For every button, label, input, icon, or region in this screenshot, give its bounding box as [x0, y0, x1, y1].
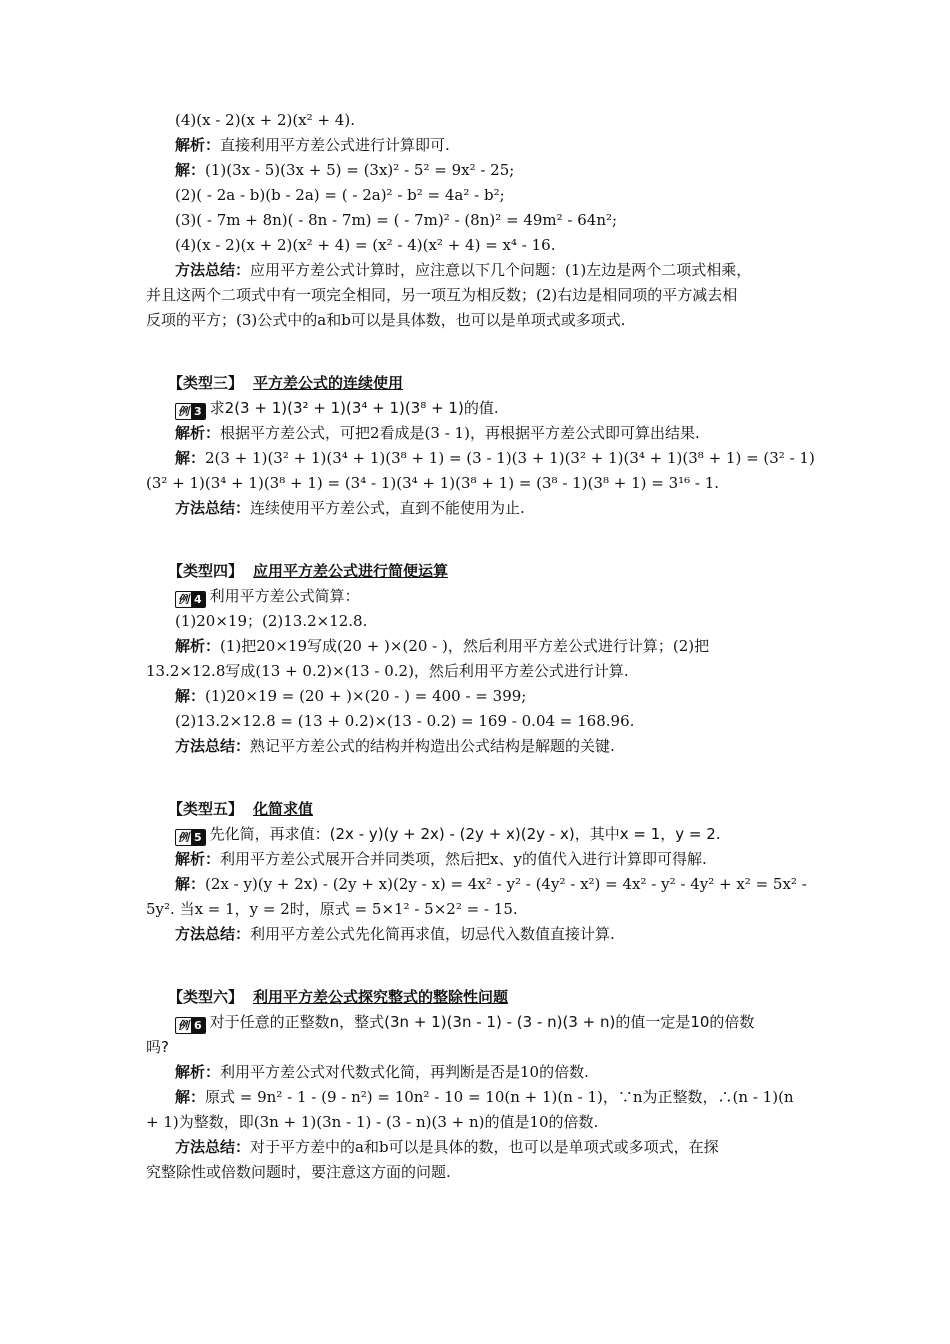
solution-line	[146, 872, 810, 897]
summary-line: 并且这两个二项式中有一项完全相同，另一项互为相反数；(2)右边是相同项的平方减去相	[146, 286, 738, 304]
analysis-line	[146, 421, 810, 446]
analysis-text: 直接利用平方差公式进行计算即可.	[220, 136, 450, 154]
analysis-label: 解析：	[175, 136, 221, 154]
solution-line	[146, 1085, 810, 1110]
problem-line: (4)(x - 2)(x + 2)(x² + 4).	[175, 111, 355, 129]
example-question	[146, 396, 810, 421]
summary-text: 连续使用平方差公式，直到不能使用为止.	[250, 499, 525, 517]
summary-label: 方法总结：	[175, 925, 251, 943]
section-title: 应用平方差公式进行简便运算	[253, 562, 449, 580]
analysis-line	[146, 847, 810, 872]
solution-line: 5y². 当x = 1，y = 2时，原式 = 5×1² - 5×2² = - 15.	[146, 900, 518, 918]
summary-line	[146, 1135, 810, 1160]
solution-line	[146, 158, 810, 183]
solve-label: 解：	[175, 1088, 206, 1106]
analysis-text: (1)把20×19写成(20 + )×(20 - )，然后利用平方差公式进行计算；(2)把	[220, 637, 710, 655]
solution-line	[146, 446, 815, 471]
section-title: 平方差公式的连续使用	[253, 374, 404, 392]
solution-text: (1)(3x - 5)(3x + 5) = (3x)² - 5² = 9x² - 25;	[205, 161, 515, 179]
summary-line	[146, 922, 810, 947]
question-text: 吗?	[146, 1038, 169, 1056]
summary-text: 对于平方差中的a和b可以是具体的数，也可以是单项式或多项式，在探	[250, 1138, 719, 1156]
solution-line: + 1)为整数，即(3n + 1)(3n - 1) - (3 - n)(3 + n)的值是10的倍数.	[146, 1113, 599, 1131]
summary-line: 反项的平方；(3)公式中的a和b可以是具体数，也可以是单项式或多项式.	[146, 311, 626, 329]
section-title: 利用平方差公式探究整式的整除性问题	[253, 988, 509, 1006]
document-page	[146, 108, 815, 1185]
example-question	[146, 822, 810, 847]
section-heading	[146, 559, 810, 584]
analysis-text: 利用平方差公式对代数式化简，再判断是否是10的倍数.	[220, 1063, 589, 1081]
solution-line: (2)13.2×12.8 = (13 + 0.2)×(13 - 0.2) = 169 - 0.04 = 168.96.	[175, 712, 635, 730]
analysis-line	[146, 133, 810, 158]
solution-line: (3)( - 7m + 8n)( - 8n - 7m) = ( - 7m)² - (8n)² = 49m² - 64n²;	[175, 211, 618, 229]
analysis-label: 解析：	[175, 637, 221, 655]
example-badge: 例 5	[175, 829, 206, 846]
question-text: 对于任意的正整数n，整式(3n + 1)(3n - 1) - (3 - n)(3 + n)的值一定是10的倍数	[209, 1013, 755, 1031]
summary-label: 方法总结：	[175, 261, 251, 279]
example-badge: 例 6	[175, 1017, 206, 1034]
example-question	[146, 1010, 810, 1035]
solution-text: 原式 = 9n² - 1 - (9 - n²) = 10n² - 10 = 10(n + 1)(n - 1)，∵n为正整数，∴(n - 1)(n	[205, 1088, 794, 1106]
solution-line	[146, 684, 810, 709]
analysis-label: 解析：	[175, 1063, 221, 1081]
analysis-label: 解析：	[175, 424, 221, 442]
solution-text: (1)20×19 = (20 + )×(20 - ) = 400 - = 399;	[205, 687, 527, 705]
solution-text: 2(3 + 1)(3² + 1)(3⁴ + 1)(3⁸ + 1) = (3 - 1)(3 + 1)(3² + 1)(3⁴ + 1)(3⁸ + 1) = (3² - 1)	[205, 449, 815, 467]
solution-line: (2)( - 2a - b)(b - 2a) = ( - 2a)² - b² = 4a² - b²;	[175, 186, 505, 204]
analysis-text: 根据平方差公式，可把2看成是(3 - 1)，再根据平方差公式即可算出结果.	[220, 424, 700, 442]
solution-line: (3² + 1)(3⁴ + 1)(3⁸ + 1) = (3⁴ - 1)(3⁴ + 1)(3⁸ + 1) = (3⁸ - 1)(3⁸ + 1) = 3¹⁶ - 1.	[146, 474, 720, 492]
section-heading	[146, 985, 810, 1010]
summary-label: 方法总结：	[175, 499, 251, 517]
example-question	[146, 584, 810, 609]
question-items: (1)20×19；(2)13.2×12.8.	[175, 612, 368, 630]
section-heading	[146, 371, 810, 396]
question-text: 求2(3 + 1)(3² + 1)(3⁴ + 1)(3⁸ + 1)的值.	[209, 399, 499, 417]
analysis-line	[146, 634, 810, 659]
section-heading	[146, 797, 810, 822]
summary-text: 应用平方差公式计算时，应注意以下几个问题：(1)左边是两个二项式相乘，	[250, 261, 752, 279]
section-tag: 【类型六】	[168, 988, 244, 1006]
solve-label: 解：	[175, 875, 206, 893]
analysis-label: 解析：	[175, 850, 221, 868]
question-text: 先化简，再求值：(2x - y)(y + 2x) - (2y + x)(2y - x)，其中x = 1，y = 2.	[209, 825, 721, 843]
summary-line	[146, 258, 810, 283]
solve-label: 解：	[175, 449, 206, 467]
solve-label: 解：	[175, 687, 206, 705]
example-badge: 例 3	[175, 403, 206, 420]
solve-label: 解：	[175, 161, 206, 179]
section-tag: 【类型五】	[168, 800, 244, 818]
summary-label: 方法总结：	[175, 1138, 251, 1156]
question-text: 利用平方差公式简算：	[209, 587, 360, 605]
summary-label: 方法总结：	[175, 737, 251, 755]
section-title: 化简求值	[253, 800, 314, 818]
section-tag: 【类型三】	[168, 374, 244, 392]
summary-text: 熟记平方差公式的结构并构造出公式结构是解题的关键.	[250, 737, 615, 755]
summary-line	[146, 734, 810, 759]
summary-line	[146, 496, 810, 521]
analysis-line: 13.2×12.8写成(13 + 0.2)×(13 - 0.2)，然后利用平方差公式进行计算.	[146, 662, 629, 680]
solution-line: (4)(x - 2)(x + 2)(x² + 4) = (x² - 4)(x² + 4) = x⁴ - 16.	[175, 236, 556, 254]
analysis-line	[146, 1060, 810, 1085]
example-badge: 例 4	[175, 591, 206, 608]
summary-text: 利用平方差公式先化简再求值，切忌代入数值直接计算.	[250, 925, 615, 943]
section-tag: 【类型四】	[168, 562, 244, 580]
summary-line: 究整除性或倍数问题时，要注意这方面的问题.	[146, 1163, 451, 1181]
analysis-text: 利用平方差公式展开合并同类项，然后把x、y的值代入进行计算即可得解.	[220, 850, 707, 868]
solution-text: (2x - y)(y + 2x) - (2y + x)(2y - x) = 4x² - y² - (4y² - x²) = 4x² - y² - 4y² + x² = 5x² -	[205, 875, 807, 893]
